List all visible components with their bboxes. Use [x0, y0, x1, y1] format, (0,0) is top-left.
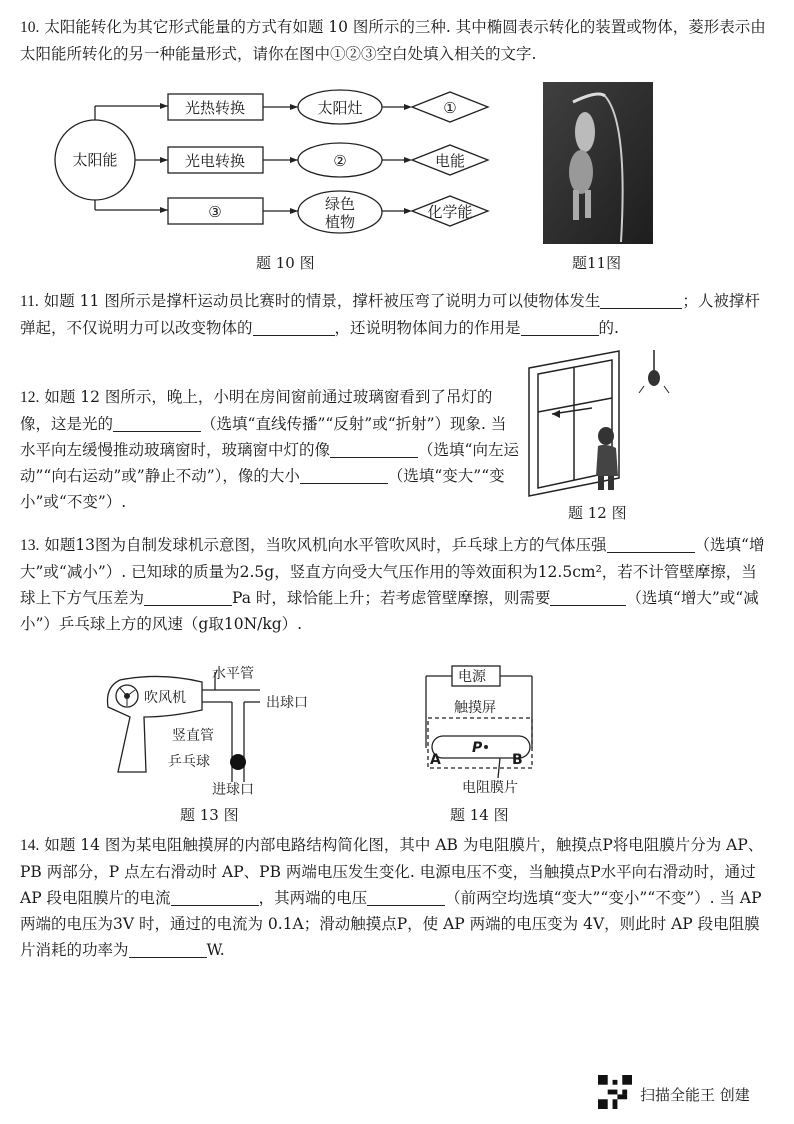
question-10: [20, 14, 770, 67]
q13-text-1: 如题13图为自制发球机示意图，当吹风机向水平管吹风时，乒乓球上方的气体压强: [44, 536, 607, 554]
question-14: [20, 832, 770, 963]
box3-label: ③: [208, 203, 222, 221]
q12-text-1: 如题 12 图所示，晚上，小明在房间窗前通过玻璃窗看到了吊灯的像，这是光的: [20, 388, 493, 433]
answer-blank[interactable]: [550, 587, 626, 606]
figure-12-window: [524, 348, 674, 498]
inlet-label: 进球口: [212, 782, 254, 797]
power-label: 电源: [458, 669, 486, 685]
dryer-label: 吹风机: [144, 690, 186, 706]
question-13: [20, 532, 770, 637]
figure-13-caption: 题 13 图: [180, 806, 239, 824]
figure-10-caption: 题 10 图: [256, 254, 315, 272]
horizontal-tube-label: 水平管: [212, 666, 254, 682]
q11-text-4: 的.: [598, 319, 619, 337]
point-p-label: P: [472, 740, 483, 756]
q12-text-3: （选填“向左运动”“向右运动”或”静止不动”），像的大小: [20, 441, 519, 485]
question-number: 11.: [20, 293, 39, 310]
answer-blank[interactable]: [367, 887, 445, 906]
q12-text-4: （选填“变大”“变小”或“不变”）.: [20, 467, 505, 511]
q13-text-3: Pa 时，球恰能上升；若考虑管壁摩擦，则需要: [232, 589, 551, 607]
screen-label: 触摸屏: [454, 700, 496, 716]
q14-text-3: （前两空均选填“变大”“变小”“不变”）. 当 AP 两端的电压为3V 时，通过的电流为 0.1A；滑动触摸点P，使 AP 两端的电压变为 4V，则此时 AP 段电阻膜片消耗的功率为: [20, 889, 762, 959]
ball-label: 乒乓球: [168, 754, 210, 770]
figure-13-launcher: [100, 662, 330, 797]
ellipse2-label: ②: [333, 152, 347, 170]
q14-text-2: ，其两端的电压: [258, 889, 368, 907]
figure-14-caption: 题 14 图: [450, 806, 509, 824]
diamond1-label: ①: [443, 99, 457, 117]
box1-label: 光热转换: [184, 99, 246, 117]
answer-blank[interactable]: [253, 317, 335, 336]
point-b-label: B: [512, 752, 523, 768]
figure-10-diagram: [50, 88, 520, 248]
answer-blank[interactable]: [144, 587, 232, 606]
diamond3-label: 化学能: [427, 203, 473, 221]
q11-text-1: 如题 11 图所示是撑杆运动员比赛时的情景，撑杆被压弯了说明力可以使物体发生: [43, 292, 601, 310]
answer-blank[interactable]: [330, 439, 418, 458]
ellipse1-label: 太阳灶: [317, 99, 363, 117]
q11-text-2: ；人被撑杆弹起，不仅说明力可以改变物体的: [20, 292, 760, 337]
outlet-label: 出球口: [266, 695, 308, 711]
q14-text-4: W.: [206, 941, 225, 959]
figure-11-caption: 题11图: [572, 254, 622, 272]
answer-blank[interactable]: [171, 887, 259, 906]
scanner-watermark: 扫描全能王 创建: [640, 1086, 750, 1104]
question-number: 10.: [20, 19, 40, 36]
q11-text-3: ，还说明物体间力的作用是: [334, 319, 521, 337]
ellipse3-label-2: 植物: [324, 213, 356, 231]
answer-blank[interactable]: [521, 317, 599, 336]
qr-code-icon: [598, 1075, 632, 1109]
point-a-label: A: [430, 752, 441, 768]
question-number: 12.: [20, 389, 40, 406]
vertical-tube-label: 竖直管: [172, 728, 214, 744]
question-number: 13.: [20, 537, 40, 554]
q12-text-2: （选填“直线传播”“反射”或“折射”）现象. 当水平向左缓慢推动玻璃窗时，玻璃窗中灯的像: [20, 415, 507, 459]
figure-14-circuit: [418, 662, 548, 797]
q14-text-1: 如题 14 图为某电阻触摸屏的内部电路结构简化图，其中 AB 为电阻膜片，触摸点P将电阻膜片分为 AP、PB 两部分，P 点左右滑动时 AP、PB 两端电压发生变化. 电源电压不变，当触摸点P水平向右滑动时，通过 AP 段电阻膜片的电流: [20, 836, 764, 907]
film-label: 电阻膜片: [462, 780, 518, 796]
question-12: [20, 384, 520, 515]
answer-blank[interactable]: [607, 534, 695, 553]
diamond2-label: 电能: [434, 152, 466, 170]
ellipse3-label-1: 绿色: [324, 195, 356, 213]
pole-vault-photo: [543, 82, 653, 244]
answer-blank[interactable]: [300, 465, 388, 484]
answer-blank[interactable]: [129, 939, 207, 958]
box2-label: 光电转换: [184, 152, 246, 170]
question-number: 14.: [20, 837, 40, 854]
q13-text-2: （选填“增大”或“减小”）. 已知球的质量为2.5g，竖直方向受大气压作用的等效面积为12.5cm²，若不计管壁摩擦，当球上下方气压差为: [20, 536, 765, 607]
q13-text-4: （选填“增大”或“减小”）乒乓球上方的风速（g取10N/kg）.: [20, 589, 759, 633]
question-text: 太阳能转化为其它形式能量的方式有如题 10 图所示的三种. 其中椭圆表示转化的装置或物体，菱形表示由太阳能所转化的另一种能量形式，请你在图中①②③空白处填入相关的文字.: [20, 18, 766, 63]
question-11: [20, 288, 770, 341]
figure-12-caption: 题 12 图: [568, 504, 627, 522]
answer-blank[interactable]: [600, 290, 682, 309]
answer-blank[interactable]: [113, 413, 201, 432]
source-label: 太阳能: [72, 151, 118, 169]
